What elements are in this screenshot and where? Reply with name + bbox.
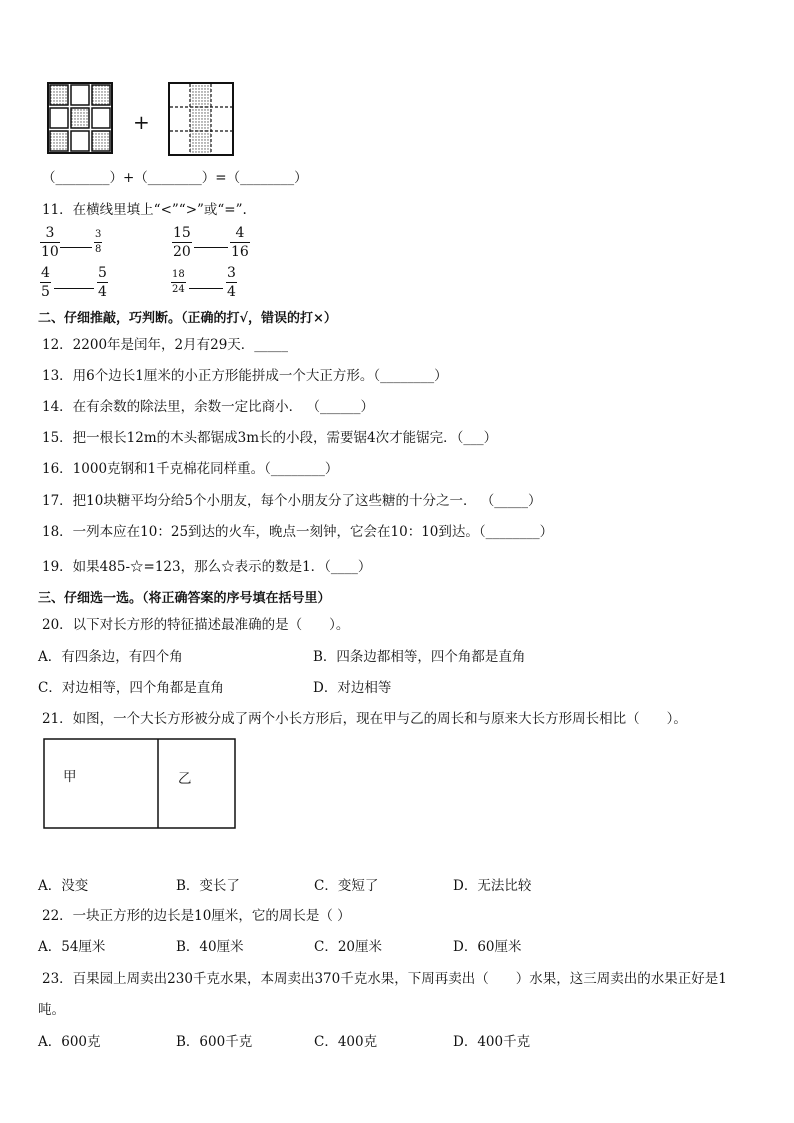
- section-2-title: 二、仔细推敲，巧判断。（正确的打√，错误的打×）: [38, 311, 337, 326]
- q22-option-d[interactable]: D．60厘米: [453, 939, 522, 955]
- question-12[interactable]: 12．2200年是闰年，2月有29天．_____: [42, 337, 289, 353]
- compare-blank-2[interactable]: [194, 247, 228, 248]
- q23-option-a[interactable]: A．600克: [38, 1034, 101, 1050]
- q21-option-b[interactable]: B．变长了: [176, 878, 240, 894]
- q23-option-d[interactable]: D．400千克: [453, 1034, 531, 1050]
- compare-blank-3[interactable]: [54, 288, 94, 289]
- compare-blank-4[interactable]: [189, 288, 223, 289]
- q23-option-c[interactable]: C．400克: [314, 1034, 378, 1050]
- grid-figure-right: [168, 82, 234, 160]
- q20-option-b[interactable]: B．四条边都相等，四个角都是直角: [313, 649, 526, 665]
- label-yi: 乙: [178, 771, 192, 787]
- question-18[interactable]: 18．一列本应在10：25到达的火车，晚点一刻钟，它会在10：10到达。（________）: [42, 524, 554, 540]
- grid-3x3-svg: [47, 82, 113, 154]
- section-3-title: 三、仔细选一选。（将正确答案的序号填在括号里）: [38, 591, 331, 606]
- question-17[interactable]: 17．把10块糖平均分给5个小朋友，每个小朋友分了这些糖的十分之一． （_____）: [42, 493, 542, 509]
- label-jia: 甲: [63, 769, 77, 785]
- dashed-grid-svg: [168, 82, 234, 156]
- q23-option-b[interactable]: B．600千克: [176, 1034, 253, 1050]
- figure-answer-line[interactable]: （________）+（________）=（________）: [42, 170, 308, 186]
- question-14[interactable]: 14．在有余数的除法里，余数一定比商小． （______）: [42, 399, 374, 415]
- plus-sign: +: [133, 110, 150, 134]
- question-15[interactable]: 15．把一根长12m的木头都锯成3m长的小段，需要锯4次才能锯完．（___）: [42, 430, 498, 446]
- q21-option-c[interactable]: C．变短了: [314, 878, 379, 894]
- question-16[interactable]: 16．1000克钢和1千克棉花同样重。（________）: [42, 461, 339, 477]
- fraction-3-8: 3 8: [95, 229, 102, 255]
- fraction-18-24: 18 24: [172, 269, 185, 295]
- question-11: 11．在横线里填上“<”“>”或“=”.: [42, 202, 247, 218]
- question-23-line2: 吨。: [38, 1002, 65, 1018]
- rectangle-diagram: [43, 738, 237, 834]
- question-20: 20．以下对长方形的特征描述最准确的是（ ）。: [42, 617, 350, 633]
- question-21: 21．如图，一个大长方形被分成了两个小长方形后，现在甲与乙的周长和与原来大长方形周长相比（ ）。: [42, 711, 687, 727]
- fraction-15-20: 15 20: [173, 225, 191, 260]
- compare-blank-1[interactable]: [60, 247, 92, 248]
- q20-option-d[interactable]: D．对边相等: [313, 680, 392, 696]
- fraction-3-4: 3 4: [227, 265, 236, 300]
- grid-figure-left: [47, 82, 113, 158]
- question-13[interactable]: 13．用6个边长1厘米的小正方形能拼成一个大正方形。（________）: [42, 368, 448, 384]
- fraction-4-5: 4 5: [41, 265, 50, 300]
- q22-option-a[interactable]: A．54厘米: [38, 939, 106, 955]
- q20-option-a[interactable]: A．有四条边，有四个角: [38, 649, 183, 665]
- fraction-3-10: 3 10: [41, 225, 59, 260]
- fraction-5-4: 5 4: [98, 265, 107, 300]
- q21-option-a[interactable]: A．没变: [38, 878, 89, 894]
- q22-option-c[interactable]: C．20厘米: [314, 939, 383, 955]
- question-22: 22．一块正方形的边长是10厘米，它的周长是（ ）: [42, 908, 351, 924]
- question-23-line1: 23．百果园上周卖出230千克水果，本周卖出370千克水果，下周再卖出（ ）水果，这三周卖出的水果正好是1: [42, 971, 727, 987]
- q20-option-c[interactable]: C．对边相等，四个角都是直角: [38, 680, 224, 696]
- question-19[interactable]: 19．如果485-☆=123，那么☆表示的数是1．（____）: [42, 559, 372, 575]
- fraction-4-16: 4 16: [231, 225, 249, 260]
- q21-option-d[interactable]: D．无法比较: [453, 878, 532, 894]
- q22-option-b[interactable]: B．40厘米: [176, 939, 244, 955]
